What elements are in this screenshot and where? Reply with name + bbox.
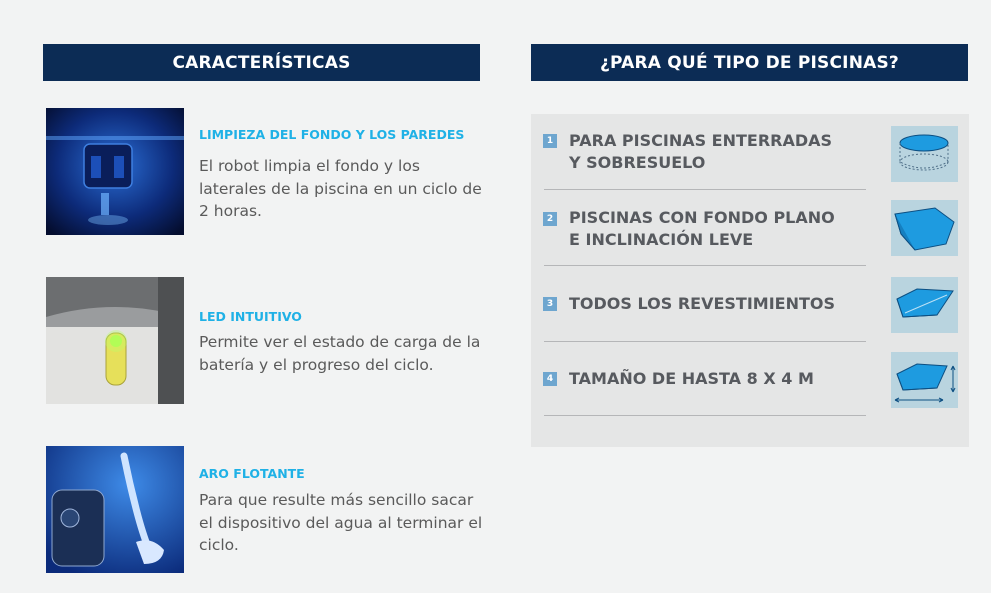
feature-title: LIMPIEZA DEL FONDO Y LOS PAREDES xyxy=(199,127,465,142)
pool-type-label xyxy=(569,293,869,315)
pool-type-label xyxy=(569,130,869,174)
feature-description: Permite ver el estado de carga de la batería y el progreso del ciclo. xyxy=(199,333,481,374)
feature-description: Para que resulte más sencillo sacar el dispositivo del agua al terminar el ciclo. xyxy=(199,491,483,554)
round-pool-icon xyxy=(891,126,958,182)
number-badge: 2 xyxy=(543,212,557,226)
pool-type-label-line: TAMAÑO DE HASTA 8 X 4 M xyxy=(569,369,814,388)
robot-underwater-photo xyxy=(46,108,184,235)
feature-description: El robot limpia el fondo y los laterales de la piscina en un ciclo de 2 horas. xyxy=(199,157,482,220)
divider xyxy=(544,415,866,416)
floating-ring-photo xyxy=(46,446,184,573)
pool-type-label xyxy=(569,368,869,390)
feature-title: ARO FLOTANTE xyxy=(199,466,305,481)
pool-type-label-line: Y SOBRESUELO xyxy=(569,153,706,172)
pool-types-panel xyxy=(531,114,969,447)
lined-pool-icon xyxy=(891,277,958,333)
number-badge: 4 xyxy=(543,372,557,386)
number-badge: 1 xyxy=(543,134,557,148)
led-indicator-photo xyxy=(46,277,184,404)
features-header xyxy=(43,44,480,81)
divider xyxy=(544,265,866,266)
divider xyxy=(544,189,866,190)
pool-type-label-line: PISCINAS CON FONDO PLANO xyxy=(569,208,835,227)
sloped-pool-icon xyxy=(891,200,958,256)
pool-dimensions-icon xyxy=(891,352,958,408)
features-header-label: CARACTERÍSTICAS xyxy=(172,52,351,73)
feature-title: LED INTUITIVO xyxy=(199,309,302,324)
pool-type-label-line: TODOS LOS REVESTIMIENTOS xyxy=(569,294,835,313)
pool-types-header-label: ¿PARA QUÉ TIPO DE PISCINAS? xyxy=(600,52,899,73)
pool-types-header xyxy=(531,44,968,81)
pool-type-label-line: PARA PISCINAS ENTERRADAS xyxy=(569,131,833,150)
divider xyxy=(544,341,866,342)
number-badge: 3 xyxy=(543,297,557,311)
pool-type-label xyxy=(569,207,869,251)
pool-type-label-line: E INCLINACIÓN LEVE xyxy=(569,230,754,249)
